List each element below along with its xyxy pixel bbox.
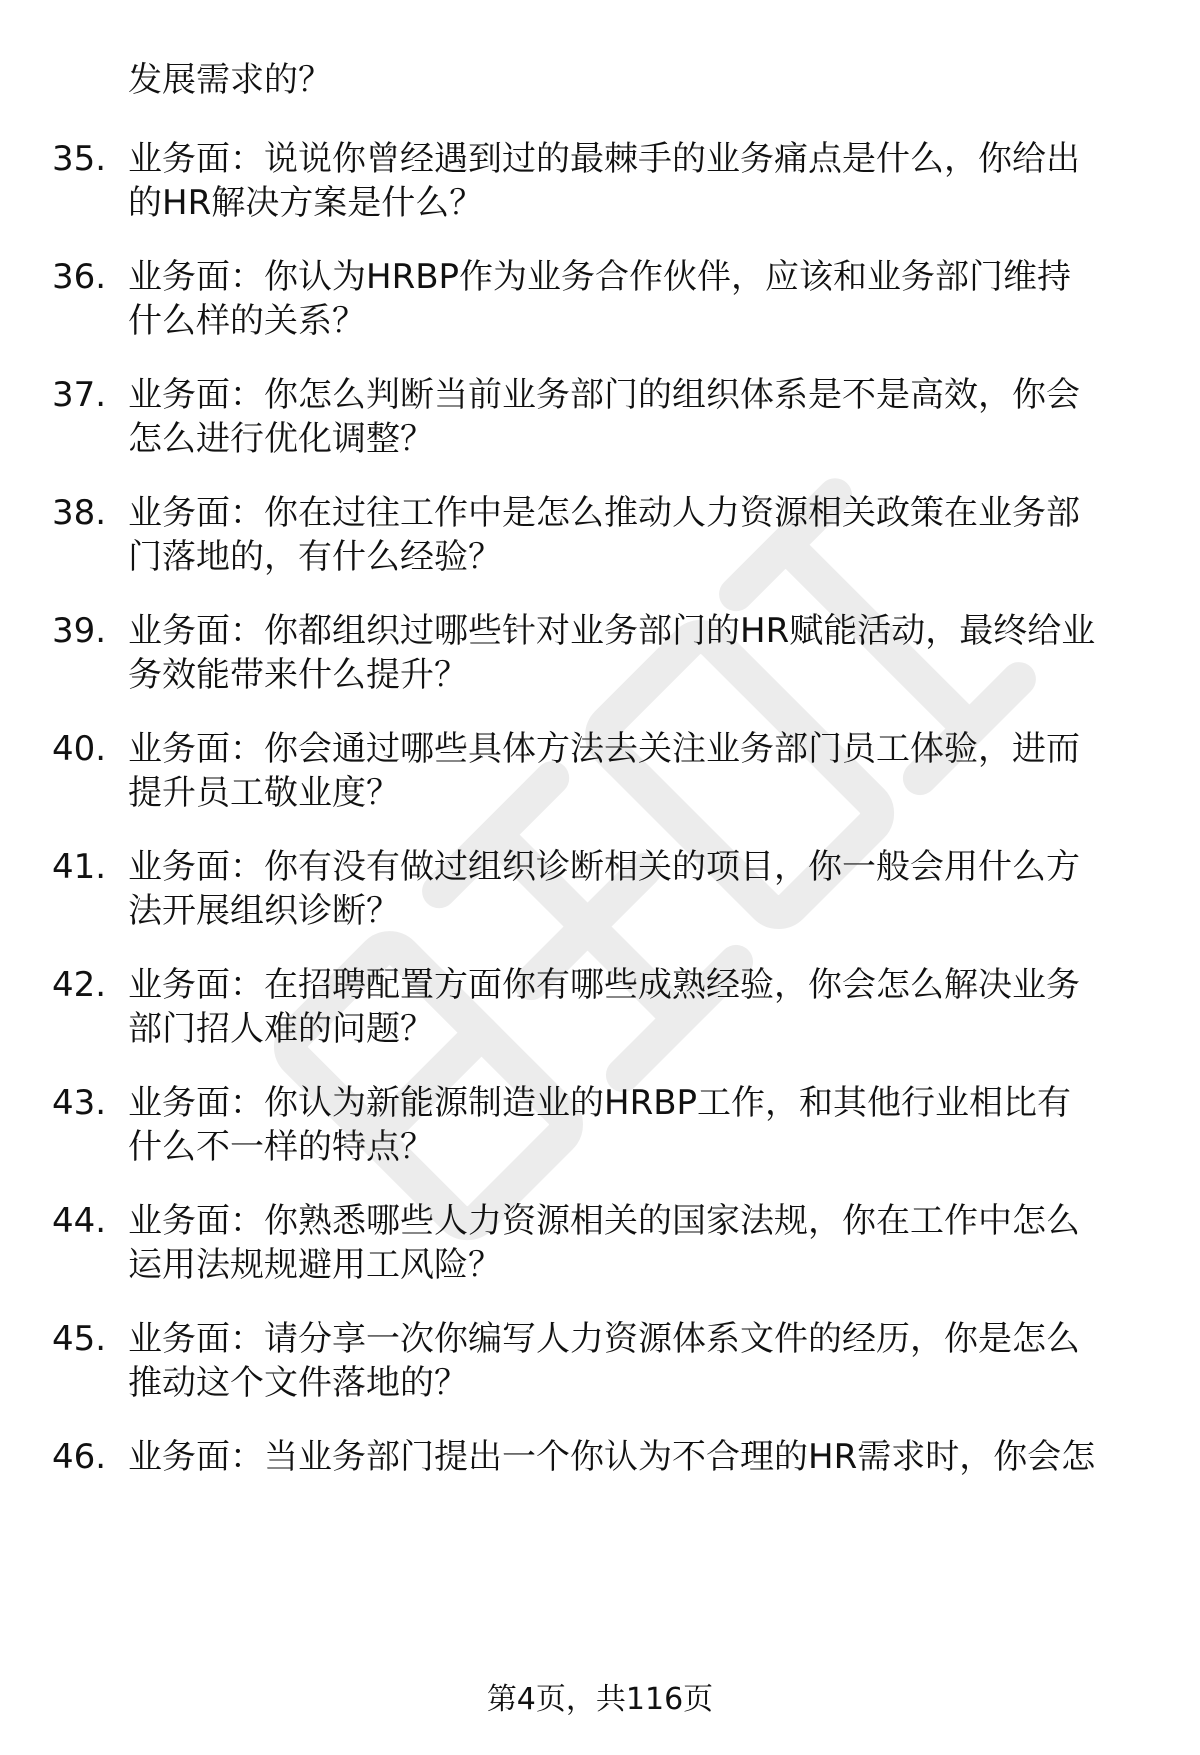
question-item [0,1435,1200,1531]
question-item [0,963,1200,1059]
question-number: 45. [52,1319,107,1359]
question-text: 业务面：你认为HRBP作为业务合作伙伴，应该和业务部门维持 什么样的关系？ [128,257,1072,341]
question-number: 40. [52,729,107,769]
question-text: 业务面：在招聘配置方面你有哪些成熟经验，你会怎么解决业务 部门招人难的问题？ [128,965,1080,1049]
question-number: 44. [52,1201,107,1241]
question-number: 35. [52,139,107,179]
question-item [0,373,1200,469]
question-number: 46. [52,1437,107,1477]
continued-question-text: 发展需求的？ [128,60,332,100]
question-item [0,1199,1200,1295]
question-text: 业务面：你认为新能源制造业的HRBP工作，和其他行业相比有 什么不一样的特点？ [128,1083,1072,1167]
question-text: 业务面：你怎么判断当前业务部门的组织体系是不是高效，你会 怎么进行优化调整？ [128,375,1080,459]
question-number: 36. [52,257,107,297]
question-text: 业务面：你熟悉哪些人力资源相关的国家法规，你在工作中怎么 运用法规规避用工风险？ [128,1201,1080,1285]
question-item [0,491,1200,587]
question-item [0,727,1200,823]
question-item [0,1317,1200,1413]
question-number: 39. [52,611,107,651]
question-text: 业务面：当业务部门提出一个你认为不合理的HR需求时，你会怎 [128,1437,1096,1477]
question-number: 41. [52,847,107,887]
question-item [0,137,1200,233]
question-number: 38. [52,493,107,533]
question-item [0,609,1200,705]
question-text: 业务面：说说你曾经遇到过的最棘手的业务痛点是什么，你给出 的HR解决方案是什么？ [128,139,1080,223]
question-number: 43. [52,1083,107,1123]
question-number: 37. [52,375,107,415]
question-item [0,255,1200,351]
question-text: 业务面：你有没有做过组织诊断相关的项目，你一般会用什么方 法开展组织诊断？ [128,847,1080,931]
question-item [0,845,1200,941]
question-text: 业务面：请分享一次你编写人力资源体系文件的经历，你是怎么 推动这个文件落地的？ [128,1319,1080,1403]
question-text: 业务面：你会通过哪些具体方法去关注业务部门员工体验，进而 提升员工敬业度？ [128,729,1080,813]
question-text: 业务面：你都组织过哪些针对业务部门的HR赋能活动，最终给业 务效能带来什么提升？ [128,611,1096,695]
page-footer: 第4页，共116页 [486,1682,714,1717]
question-item [0,1081,1200,1177]
question-text: 业务面：你在过往工作中是怎么推动人力资源相关政策在业务部 门落地的，有什么经验？ [128,493,1080,577]
question-number: 42. [52,965,107,1005]
